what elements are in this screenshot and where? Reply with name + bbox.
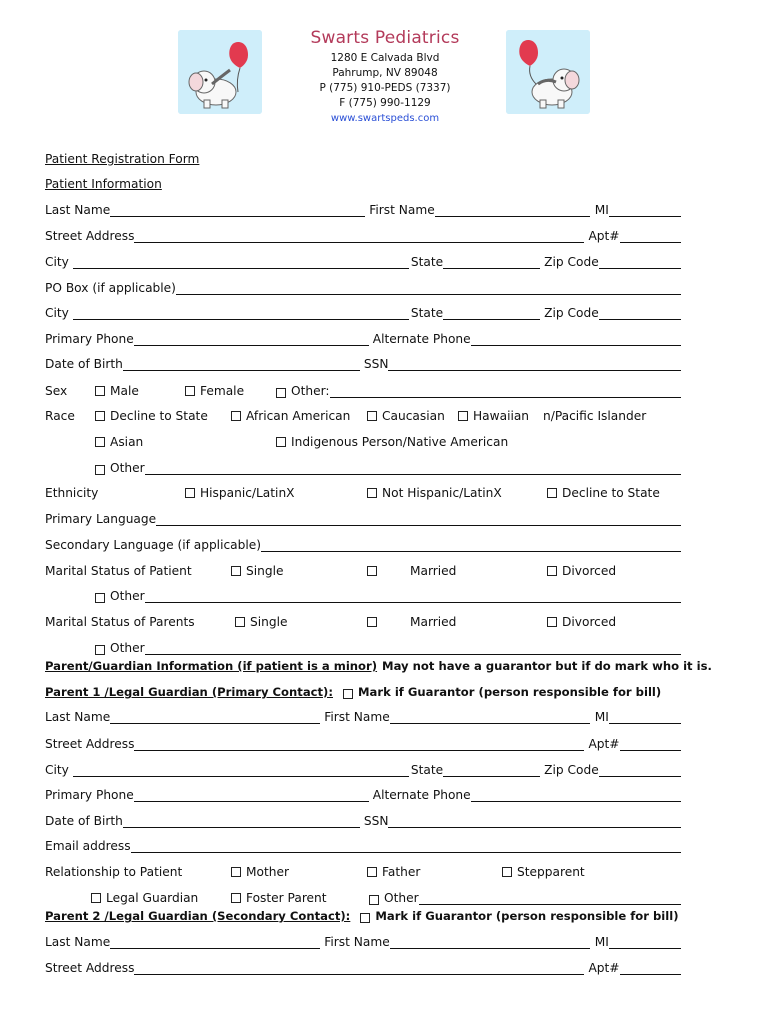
checkbox-icon[interactable] — [276, 437, 286, 447]
marital-parents-label: Marital Status of Parents — [45, 615, 195, 629]
ethnicity-hispanic-option[interactable] — [185, 486, 295, 500]
first-name-label: First Name — [324, 710, 390, 724]
zip-label: Zip Code — [544, 763, 599, 777]
marital-parents-other-field[interactable] — [145, 640, 681, 655]
dob-label: Date of Birth — [45, 357, 123, 371]
street-label: Street Address — [45, 737, 135, 751]
checkbox-icon[interactable] — [502, 867, 512, 877]
primary-language-row — [45, 508, 681, 526]
parent2-street-field[interactable] — [134, 960, 584, 975]
parent2-first-name-field[interactable] — [390, 934, 590, 949]
sex-female-label: Female — [200, 384, 245, 398]
patient-mi-field[interactable] — [609, 202, 681, 217]
relationship-stepparent-label: Stepparent — [517, 865, 585, 879]
last-name-label: Last Name — [45, 203, 111, 217]
marital-parents-row — [45, 611, 681, 629]
parent1-email-row — [45, 835, 681, 853]
primary-language-label: Primary Language — [45, 512, 157, 526]
mi-label: MI — [594, 935, 609, 949]
relationship-foster-parent-option[interactable] — [231, 891, 327, 905]
ethnicity-row — [45, 482, 681, 500]
apt-label: Apt# — [588, 229, 620, 243]
relationship-father-label: Father — [382, 865, 421, 879]
relationship-label: Relationship to Patient — [45, 865, 183, 879]
patient-info-heading: Patient Information — [45, 177, 162, 191]
primary-phone-label: Primary Phone — [45, 332, 134, 346]
form-title: Patient Registration Form — [45, 152, 200, 166]
race-row-2 — [45, 431, 681, 449]
patient-apt-field[interactable] — [620, 228, 681, 243]
marital-patient-divorced-option[interactable] — [547, 564, 616, 578]
parent1-heading-row — [45, 681, 681, 699]
clinic-fax: F (775) 990-1129 — [339, 97, 431, 109]
race-caucasian-option[interactable] — [367, 409, 445, 423]
parent2-guarantor-label: Mark if Guarantor (person responsible for bill) — [375, 909, 679, 923]
parent2-heading-row — [45, 905, 681, 923]
ethnicity-decline-label: Decline to State — [562, 486, 660, 500]
street-label: Street Address — [45, 961, 135, 975]
marital-patient-married-label: Married — [410, 564, 457, 578]
checkbox-icon[interactable] — [95, 465, 105, 475]
race-african-american-option[interactable] — [231, 409, 350, 423]
marital-patient-other-field[interactable] — [145, 588, 681, 603]
patient-info-heading-row — [45, 173, 681, 191]
patient-dob-row — [45, 353, 681, 371]
patient-dob-field[interactable] — [123, 356, 360, 371]
relationship-legal-guardian-option[interactable] — [91, 891, 198, 905]
first-name-label: First Name — [324, 935, 390, 949]
ssn-label: SSN — [363, 814, 389, 828]
marital-patient-label: Marital Status of Patient — [45, 564, 192, 578]
relationship-row — [45, 861, 681, 879]
parent2-street-row — [45, 957, 681, 975]
patient-street-row — [45, 225, 681, 243]
race-hawaiian-label: Hawaiian — [473, 409, 530, 423]
parent1-alternate-phone-field[interactable] — [471, 787, 681, 802]
marital-patient-divorced-label: Divorced — [562, 564, 617, 578]
city-label: City — [45, 255, 69, 269]
relationship-other-option[interactable] — [369, 890, 681, 905]
primary-phone-label: Primary Phone — [45, 788, 134, 802]
sex-other-label: Other: — [291, 384, 330, 398]
checkbox-icon[interactable] — [235, 617, 245, 627]
parent2-mi-field[interactable] — [609, 934, 681, 949]
patient-street-field[interactable] — [134, 228, 584, 243]
checkbox-icon[interactable] — [547, 488, 557, 498]
patient-first-name-field[interactable] — [435, 202, 590, 217]
po-box-field[interactable] — [176, 280, 681, 295]
guardian-note: May not have a guarantor but if do mark who it is. — [382, 659, 712, 673]
po-box-row — [45, 277, 681, 295]
race-caucasian-label: Caucasian — [382, 409, 445, 423]
zip-label: Zip Code — [544, 306, 599, 320]
checkbox-icon[interactable] — [95, 386, 105, 396]
zip-label: Zip Code — [544, 255, 599, 269]
checkbox-icon[interactable] — [276, 388, 286, 398]
clinic-address-1: 1280 E Calvada Blvd — [330, 52, 440, 64]
relationship-father-option[interactable] — [367, 865, 420, 879]
parent2-name-row — [45, 931, 681, 949]
clinic-info — [220, 28, 550, 127]
parent1-state-field[interactable] — [443, 762, 540, 777]
race-label: Race — [45, 409, 75, 423]
parent1-email-field[interactable] — [131, 838, 681, 853]
sex-male-option[interactable] — [95, 384, 139, 398]
sex-female-option[interactable] — [185, 384, 244, 398]
street-label: Street Address — [45, 229, 135, 243]
parent1-guarantor-label: Mark if Guarantor (person responsible for bill) — [358, 685, 662, 699]
city-label: City — [45, 306, 69, 320]
patient-zip-field[interactable] — [599, 254, 681, 269]
checkbox-icon[interactable] — [231, 411, 241, 421]
race-pacific-label: n/Pacific Islander — [543, 409, 647, 423]
parent1-street-field[interactable] — [134, 736, 584, 751]
sex-label: Sex — [45, 384, 68, 398]
primary-language-field[interactable] — [156, 511, 681, 526]
po-zip-field[interactable] — [599, 305, 681, 320]
parent1-heading: Parent 1 /Legal Guardian (Primary Contact): — [45, 685, 333, 699]
parent2-apt-field[interactable] — [620, 960, 681, 975]
relationship-mother-option[interactable] — [231, 865, 289, 879]
parent1-ssn-field[interactable] — [388, 813, 681, 828]
form-title-row — [45, 148, 681, 166]
marital-patient-single-label: Single — [246, 564, 284, 578]
checkbox-icon[interactable] — [185, 386, 195, 396]
marital-parents-single-label: Single — [250, 615, 288, 629]
parent1-apt-field[interactable] — [620, 736, 681, 751]
secondary-language-label: Secondary Language (if applicable) — [45, 538, 262, 552]
race-other-label: Other — [110, 461, 145, 475]
parent1-street-row — [45, 733, 681, 751]
first-name-label: First Name — [369, 203, 435, 217]
clinic-name: Swarts Pediatrics — [310, 28, 460, 48]
clinic-phone: P (775) 910-PEDS (7337) — [319, 82, 451, 94]
marital-patient-other-row — [45, 585, 681, 603]
last-name-label: Last Name — [45, 710, 111, 724]
patient-city-row — [45, 251, 681, 269]
patient-city-field[interactable] — [73, 254, 409, 269]
checkbox-icon[interactable] — [231, 893, 241, 903]
ethnicity-label: Ethnicity — [45, 486, 99, 500]
parent1-phone-row — [45, 784, 681, 802]
marital-patient-other-label: Other — [110, 589, 145, 603]
parent1-city-row — [45, 759, 681, 777]
patient-phone-row — [45, 328, 681, 346]
parent1-city-field[interactable] — [73, 762, 409, 777]
parent1-dob-field[interactable] — [123, 813, 360, 828]
patient-last-name-field[interactable] — [110, 202, 365, 217]
po-city-row — [45, 302, 681, 320]
sex-male-label: Male — [110, 384, 139, 398]
mi-label: MI — [594, 203, 609, 217]
parent1-dob-row — [45, 810, 681, 828]
relationship-other-label: Other — [384, 891, 419, 905]
checkbox-icon[interactable] — [95, 411, 105, 421]
secondary-language-row — [45, 534, 681, 552]
patient-ssn-field[interactable] — [388, 356, 681, 371]
parent1-last-name-field[interactable] — [110, 709, 320, 724]
checkbox-icon[interactable] — [91, 893, 101, 903]
patient-primary-phone-field[interactable] — [134, 331, 369, 346]
checkbox-icon[interactable] — [95, 437, 105, 447]
race-decline-label: Decline to State — [110, 409, 208, 423]
secondary-language-field[interactable] — [261, 537, 681, 552]
guardian-heading: Parent/Guardian Information (if patient is a minor) — [45, 659, 378, 673]
po-box-label: PO Box (if applicable) — [45, 281, 176, 295]
guardian-heading-row — [45, 655, 712, 673]
apt-label: Apt# — [588, 737, 620, 751]
last-name-label: Last Name — [45, 935, 111, 949]
checkbox-icon[interactable] — [547, 617, 557, 627]
race-african-american-label: African American — [246, 409, 351, 423]
po-city-field[interactable] — [73, 305, 409, 320]
relationship-other-field[interactable] — [419, 890, 681, 905]
checkbox-icon[interactable] — [95, 593, 105, 603]
race-indigenous-option[interactable] — [276, 435, 508, 449]
race-row — [45, 405, 681, 423]
race-other-row — [45, 457, 681, 475]
state-label: State — [410, 306, 444, 320]
guarantor-checkbox-icon[interactable] — [360, 913, 370, 923]
checkbox-icon[interactable] — [367, 411, 377, 421]
parent1-mi-field[interactable] — [609, 709, 681, 724]
marital-parents-single-option[interactable] — [235, 615, 287, 629]
parent2-heading: Parent 2 /Legal Guardian (Secondary Contact): — [45, 909, 351, 923]
ethnicity-hispanic-label: Hispanic/LatinX — [200, 486, 295, 500]
marital-parents-other-label: Other — [110, 641, 145, 655]
parent1-zip-field[interactable] — [599, 762, 681, 777]
state-label: State — [410, 255, 444, 269]
dob-label: Date of Birth — [45, 814, 123, 828]
sex-row — [45, 380, 681, 398]
parent2-last-name-field[interactable] — [110, 934, 320, 949]
po-state-field[interactable] — [443, 305, 540, 320]
race-decline-option[interactable] — [95, 409, 208, 423]
race-other-field[interactable] — [145, 460, 681, 475]
race-asian-label: Asian — [110, 435, 144, 449]
parent1-first-name-field[interactable] — [390, 709, 590, 724]
clinic-website-link[interactable]: www.swartspeds.com — [330, 113, 440, 124]
patient-name-row — [45, 199, 681, 217]
marital-parents-married-label: Married — [410, 615, 457, 629]
ethnicity-decline-option[interactable] — [547, 486, 660, 500]
checkbox-icon[interactable] — [367, 488, 377, 498]
alternate-phone-label: Alternate Phone — [372, 788, 471, 802]
city-label: City — [45, 763, 69, 777]
marital-parents-divorced-option[interactable] — [547, 615, 616, 629]
race-asian-option[interactable] — [95, 435, 143, 449]
alternate-phone-label: Alternate Phone — [372, 332, 471, 346]
marital-patient-row — [45, 560, 681, 578]
parent1-name-row — [45, 706, 681, 724]
checkbox-icon[interactable] — [369, 895, 379, 905]
relationship-foster-parent-label: Foster Parent — [246, 891, 327, 905]
ethnicity-not-hispanic-option[interactable] — [367, 486, 502, 500]
sex-other-option[interactable] — [276, 383, 681, 398]
relationship-row-2 — [45, 887, 681, 905]
guarantor-checkbox-icon[interactable] — [343, 689, 353, 699]
relationship-mother-label: Mother — [246, 865, 289, 879]
marital-patient-married-option[interactable] — [367, 564, 456, 578]
ethnicity-not-hispanic-label: Not Hispanic/LatinX — [382, 486, 502, 500]
ssn-label: SSN — [363, 357, 389, 371]
relationship-stepparent-option[interactable] — [502, 865, 585, 879]
race-hawaiian-option[interactable] — [458, 409, 529, 423]
clinic-address-2: Pahrump, NV 89048 — [332, 67, 438, 79]
mi-label: MI — [594, 710, 609, 724]
checkbox-icon[interactable] — [367, 617, 377, 627]
parent1-primary-phone-field[interactable] — [134, 787, 369, 802]
checkbox-icon[interactable] — [231, 566, 241, 576]
patient-alternate-phone-field[interactable] — [471, 331, 681, 346]
letterhead — [0, 0, 770, 140]
checkbox-icon[interactable] — [367, 867, 377, 877]
marital-patient-single-option[interactable] — [231, 564, 283, 578]
email-label: Email address — [45, 839, 131, 853]
apt-label: Apt# — [588, 961, 620, 975]
checkbox-icon[interactable] — [367, 566, 377, 576]
marital-parents-divorced-label: Divorced — [562, 615, 617, 629]
checkbox-icon[interactable] — [231, 867, 241, 877]
checkbox-icon[interactable] — [185, 488, 195, 498]
relationship-legal-guardian-label: Legal Guardian — [106, 891, 199, 905]
sex-other-field[interactable] — [330, 383, 682, 398]
checkbox-icon[interactable] — [95, 645, 105, 655]
race-indigenous-label: Indigenous Person/Native American — [291, 435, 509, 449]
patient-state-field[interactable] — [443, 254, 540, 269]
marital-parents-married-option[interactable] — [367, 615, 456, 629]
state-label: State — [410, 763, 444, 777]
checkbox-icon[interactable] — [547, 566, 557, 576]
checkbox-icon[interactable] — [458, 411, 468, 421]
marital-parents-other-row — [45, 637, 681, 655]
